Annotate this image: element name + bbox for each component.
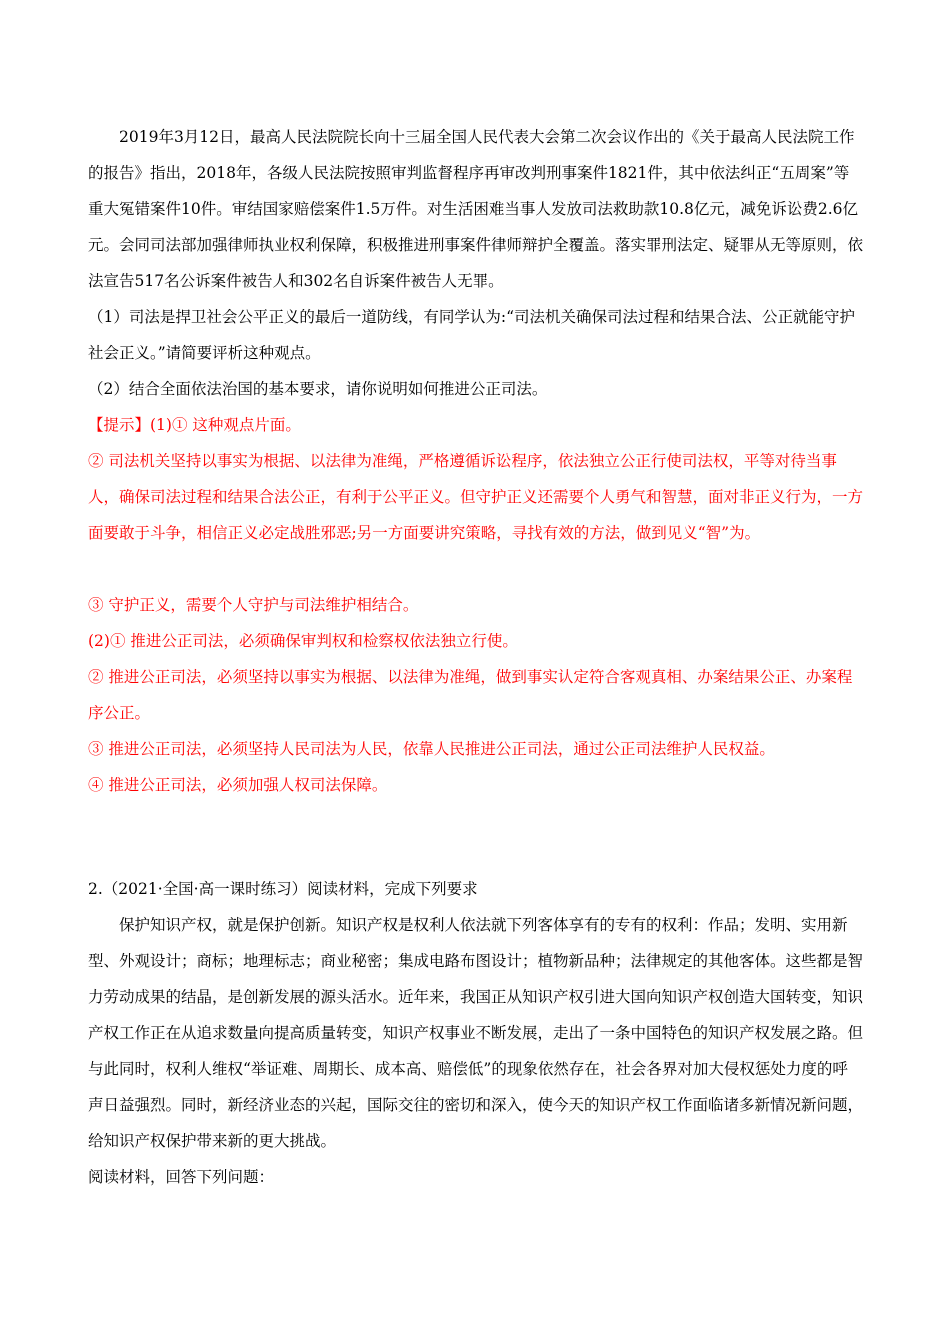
q1-hint-6: ③ 推进公正司法，必须坚持人民司法为人民，依靠人民推进公正司法，通过公正司法维护人民权益。	[88, 740, 775, 758]
q2-prompt: 阅读材料，回答下列问题：	[88, 1168, 275, 1186]
q1-question-1: （1）司法是捍卫社会公平正义的最后一道防线，有同学认为:“司法机关确保司法过程和结果合法、公正就能守护社会正义。”请简要评析这种观点。	[88, 308, 856, 362]
q1-hint-1: 【提示】(1)① 这种观点片面。	[88, 416, 301, 434]
q2-heading: 2.（2021·全国·高一课时练习）阅读材料，完成下列要求	[88, 880, 478, 898]
q1-hint-7: ④ 推进公正司法，必须加强人权司法保障。	[88, 776, 388, 794]
q2-material: 保护知识产权，就是保护创新。知识产权是权利人依法就下列客体享有的专有的权利：作品；发明、实用新型、外观设计；商标；地理标志；商业秘密；集成电路布图设计；植物新品种；法律规定的其他客体。这些都是智力劳动成果的结晶，是创新发展的源头活水。近年来，我国正从知识产权引进大国向知识产权创造大国转变，知识产权工作正在从追求数量向提高质量转变，知识产权事业不断发展，走出了一条中国特色的知识产权发展之路。但与此同时，权利人维权“举证难、周期长、成本高、赔偿低”的现象依然存在，社会各界对加大侵权惩处力度的呼声日益强烈。同时，新经济业态的兴起，国际交往的密切和深入，使今天的知识产权工作面临诸多新情况新问题，给知识产权保护带来新的更大挑战。	[88, 916, 864, 1150]
q1-hint-4: (2)① 推进公正司法，必须确保审判权和检察权依法独立行使。	[88, 632, 518, 650]
q1-hint-3: ③ 守护正义，需要个人守护与司法维护相结合。	[88, 596, 419, 614]
q1-hint-2: ② 司法机关坚持以事实为根据、以法律为准绳，严格遵循诉讼程序，依法独立公正行使司法权，平等对待当事人，确保司法过程和结果合法公正，有利于公平正义。但守护正义还需要个人勇气和智慧，面对非正义行为，一方面要敢于斗争，相信正义必定战胜邪恶;另一方面要讲究策略，寻找有效的方法，做到见义“智”为。	[88, 452, 864, 542]
q1-hint-5: ② 推进公正司法，必须坚持以事实为根据、以法律为准绳，做到事实认定符合客观真相、办案结果公正、办案程序公正。	[88, 668, 853, 722]
q1-material: 2019年3月12日，最高人民法院院长向十三届全国人民代表大会第二次会议作出的《关于最高人民法院工作的报告》指出，2018年，各级人民法院按照审判监督程序再审改判刑事案件1821件，其中依法纠正“五周案”等重大冤错案件10件。审结国家赔偿案件1.5万件。对生活困难当事人发放司法救助款10.8亿元，减免诉讼费2.6亿元。会同司法部加强律师执业权利保障，积极推进刑事案件律师辩护全覆盖。落实罪刑法定、疑罪从无等原则，依法宣告517名公诉案件被告人和302名自诉案件被告人无罪。	[88, 128, 864, 290]
q1-question-2: （2）结合全面依法治国的基本要求，请你说明如何推进公正司法。	[88, 380, 548, 398]
